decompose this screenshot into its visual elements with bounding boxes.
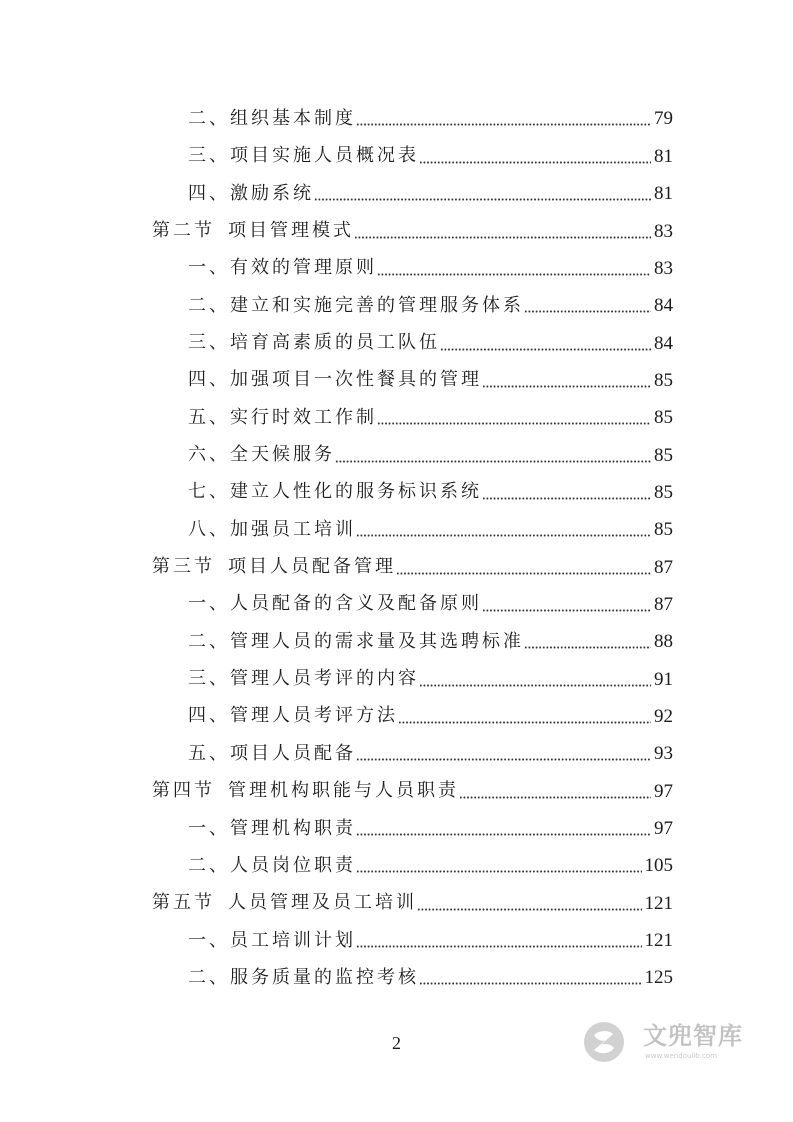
toc-entry-page: 85 [654,369,673,391]
toc-entry-title: 一、员工培训计划 [188,929,356,951]
toc-dot-leader [419,982,642,985]
watermark-logo-icon [583,1021,625,1063]
toc-entry-title: 八、加强员工培训 [188,518,356,540]
toc-entry-page: 121 [644,892,673,914]
toc-entry [0,810,673,847]
toc-entry-title: 三、项目实施人员概况表 [188,145,419,167]
toc-entry-title: 三、管理人员考评的内容 [188,668,419,690]
toc-entry-page: 121 [644,930,673,952]
toc-entry-page: 97 [654,780,673,802]
toc-entry-page: 85 [654,407,673,429]
toc-entry-title: 二、建立和实施完善的管理服务体系 [188,294,524,316]
toc-dot-leader [482,385,651,388]
toc-entry-title: 一、人员配备的含义及配备原则 [188,593,482,615]
toc-dot-leader [459,796,651,799]
toc-section-title: 项目人员配备管理 [228,556,396,578]
toc-dot-leader [419,161,651,164]
toc-dot-leader [356,123,651,126]
toc-dot-leader [335,460,651,463]
toc-entry-title: 二、管理人员的需求量及其选聘标准 [188,630,524,652]
toc-entry-title: 四、加强项目一次性餐具的管理 [188,369,482,391]
toc-entry [0,847,673,884]
toc-entry-title: 二、组织基本制度 [188,107,356,129]
toc-entry-title: 一、管理机构职责 [188,817,356,839]
watermark-brand: 文兜智库 [643,1022,743,1050]
toc-entry-title: 五、实行时效工作制 [188,406,377,428]
toc-entry [0,287,673,324]
toc-entry-page: 84 [654,332,673,354]
watermark-url: www.wendoulib.com [645,1052,717,1060]
toc-entry-title: 四、激励系统 [188,182,314,204]
toc-entry [0,660,673,697]
toc-dot-leader [377,273,651,276]
toc-entry [0,698,673,735]
toc-entry-page: 85 [654,481,673,503]
toc-entry-page: 97 [654,818,673,839]
toc-section-label: 第五节 [152,892,215,914]
toc-section-entry [0,212,673,249]
toc-entry-page: 91 [654,668,673,690]
toc-entry [0,362,673,399]
toc-dot-leader [482,497,651,500]
toc-entry-title: 二、服务质量的监控考核 [188,966,419,988]
toc-entry [0,100,673,137]
toc-entry [0,250,673,287]
toc-entry [0,623,673,660]
toc-dot-leader [356,945,642,948]
toc-entry-title: 四、管理人员考评方法 [188,705,398,727]
toc-dot-leader [419,684,651,687]
toc-entry-page: 81 [654,145,673,167]
toc-entry [0,324,673,361]
toc-entry [0,175,673,212]
toc-entry [0,511,673,548]
watermark [583,1020,753,1066]
toc-section-title: 项目管理模式 [228,220,354,241]
toc-entry [0,399,673,436]
toc-entry-title: 七、建立人性化的服务标识系统 [188,481,482,503]
toc-entry-page: 79 [654,108,673,130]
toc-entry [0,436,673,473]
toc-entry-page: 83 [654,257,673,279]
toc-entry [0,474,673,511]
toc-section-label: 第二节 [152,220,215,241]
toc-entry-title: 五、项目人员配备 [188,742,356,764]
toc-dot-leader [524,646,651,649]
toc-entry-page: 92 [654,705,673,727]
toc-entry-title: 六、全天候服务 [188,444,335,466]
toc-dot-leader [482,609,651,612]
toc-entry-page: 93 [654,743,673,765]
page-number: 2 [392,1033,401,1053]
toc-entry-page: 83 [654,220,673,242]
toc-section-title: 人员管理及员工培训 [228,892,417,914]
toc-entry [0,922,673,959]
toc-dot-leader [377,422,651,425]
toc-dot-leader [398,721,651,724]
toc-entry-title: 三、培育高素质的员工队伍 [188,332,440,354]
toc-entry-page: 84 [654,295,673,317]
toc-entry-page: 125 [644,967,673,989]
toc-section-entry [0,885,673,922]
toc-entry-page: 87 [654,593,673,615]
toc-entry [0,735,673,772]
toc-entry [0,138,673,175]
toc-section-title: 管理机构职能与人员职责 [228,780,459,802]
toc-dot-leader [356,758,651,761]
toc-section-entry [0,772,673,809]
toc-dot-leader [356,870,642,873]
toc-entry [0,959,673,996]
toc-section-label: 第三节 [152,556,215,578]
toc-section-label: 第四节 [152,780,215,802]
toc-entry-title: 二、人员岗位职责 [188,854,356,876]
toc-entry [0,586,673,623]
toc-section-entry [0,548,673,585]
toc-dot-leader [417,908,642,911]
toc-entry-page: 88 [654,631,673,653]
toc-dot-leader [524,310,651,313]
toc-dot-leader [396,572,651,575]
toc-entry-page: 81 [654,183,673,205]
toc-dot-leader [354,236,651,239]
toc-dot-leader [314,198,651,201]
toc-dot-leader [440,348,651,351]
toc-entry-page: 105 [644,855,673,877]
toc-entry-page: 87 [654,556,673,578]
toc-dot-leader [356,534,651,537]
toc-dot-leader [356,833,651,836]
table-of-contents [0,100,673,996]
toc-entry-title: 一、有效的管理原则 [188,257,377,279]
toc-entry-page: 85 [654,519,673,541]
toc-entry-page: 85 [654,444,673,466]
